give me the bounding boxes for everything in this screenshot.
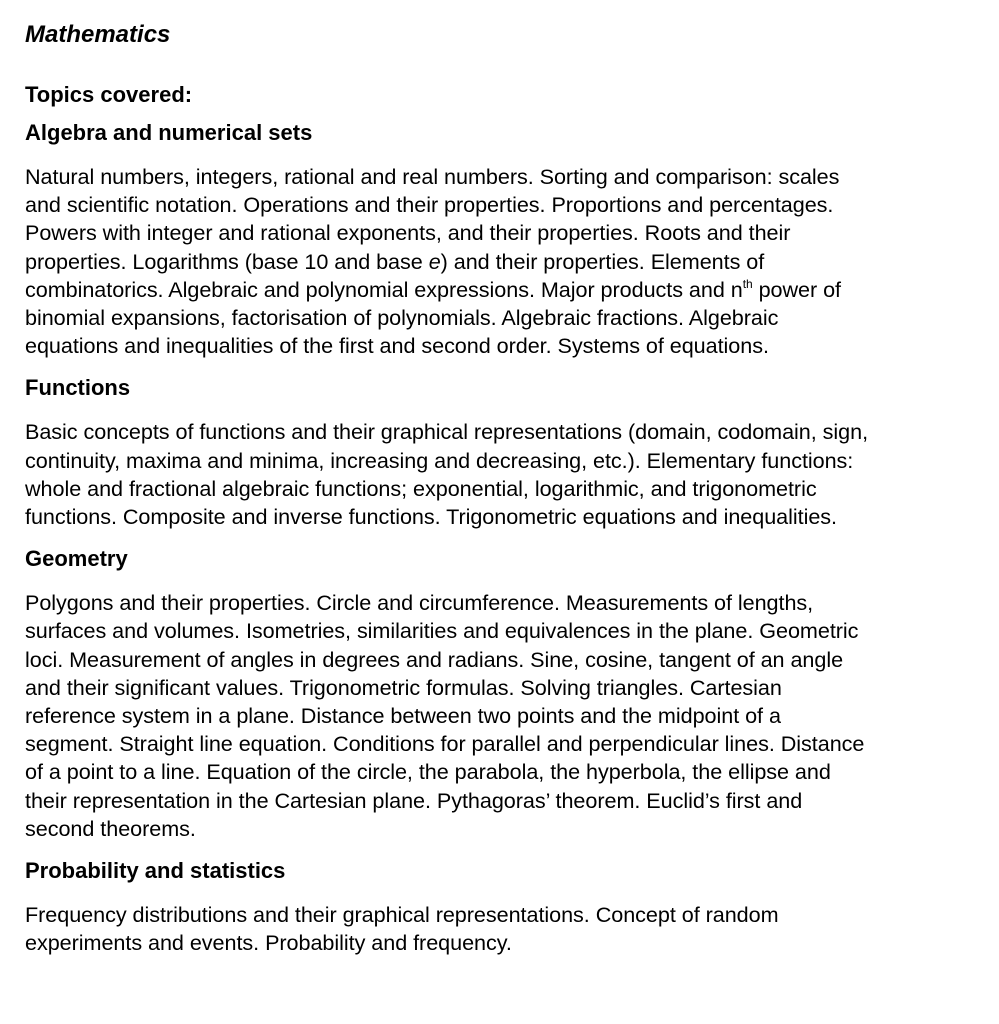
body-text: power of xyxy=(752,276,842,302)
body-line: segment. Straight line equation. Conditions for parallel and perpendicular lines. Distance xyxy=(25,731,865,757)
topics-heading: Topics covered: xyxy=(25,82,193,107)
body-line: and their significant values. Trigonometric formulas. Solving triangles. Cartesian xyxy=(25,674,782,700)
section-algebra xyxy=(25,119,979,360)
section-body xyxy=(25,418,985,531)
body-line: functions. Composite and inverse functions. Trigonometric equations and inequalities. xyxy=(25,504,837,530)
body-line: loci. Measurement of angles in degrees and radians. Sine, cosine, tangent of an angle xyxy=(25,646,844,672)
body-line: and scientific notation. Operations and their properties. Proportions and percentages. xyxy=(25,192,834,218)
body-line: Polygons and their properties. Circle and circumference. Measurements of lengths, xyxy=(25,590,814,616)
section-heading: Functions xyxy=(25,375,131,401)
body-line: Basic concepts of functions and their graphical representations (domain, codomain, sign, xyxy=(25,419,869,445)
body-line xyxy=(25,276,985,304)
body-line: whole and fractional algebraic functions; exponential, logarithmic, and trigonometric xyxy=(25,475,817,501)
section-body xyxy=(25,163,985,360)
section-body xyxy=(25,589,985,843)
section-probability xyxy=(25,857,979,957)
body-line: binomial expansions, factorisation of polynomials. Algebraic fractions. Algebraic xyxy=(25,305,779,331)
section-heading: Probability and statistics xyxy=(25,858,286,884)
body-line: experiments and events. Probability and frequency. xyxy=(25,930,512,956)
body-line: Powers with integer and rational exponents, and their properties. Roots and their xyxy=(25,220,791,246)
body-text: ) and their properties. Elements of xyxy=(440,248,765,274)
body-line: Frequency distributions and their graphical representations. Concept of random xyxy=(25,902,779,928)
body-line xyxy=(25,248,985,276)
body-line: equations and inequalities of the first and second order. Systems of equations. xyxy=(25,333,769,359)
body-text: properties. Logarithms (base 10 and base xyxy=(25,248,429,274)
section-functions xyxy=(25,374,979,531)
body-text: combinatorics. Algebraic and polynomial expressions. Major products and n xyxy=(25,276,743,302)
body-line: surfaces and volumes. Isometries, similarities and equivalences in the plane. Geometric xyxy=(25,618,859,644)
body-line: of a point to a line. Equation of the circle, the parabola, the hyperbola, the ellipse and xyxy=(25,759,831,785)
body-line: continuity, maxima and minima, increasing and decreasing, etc.). Elementary functions: xyxy=(25,447,854,473)
section-heading: Algebra and numerical sets xyxy=(25,120,313,145)
body-line: Natural numbers, integers, rational and real numbers. Sorting and comparison: scales xyxy=(25,164,840,189)
body-line: reference system in a plane. Distance between two points and the midpoint of a xyxy=(25,703,781,729)
section-geometry xyxy=(25,545,979,843)
body-line: their representation in the Cartesian plane. Pythagoras’ theorem. Euclid’s first and xyxy=(25,787,803,813)
section-body xyxy=(25,901,985,957)
body-line: second theorems. xyxy=(25,815,196,841)
superscript: th xyxy=(742,276,753,291)
document-title: Mathematics xyxy=(25,21,171,48)
section-heading: Geometry xyxy=(25,546,128,572)
italic-variable: e xyxy=(428,248,441,274)
